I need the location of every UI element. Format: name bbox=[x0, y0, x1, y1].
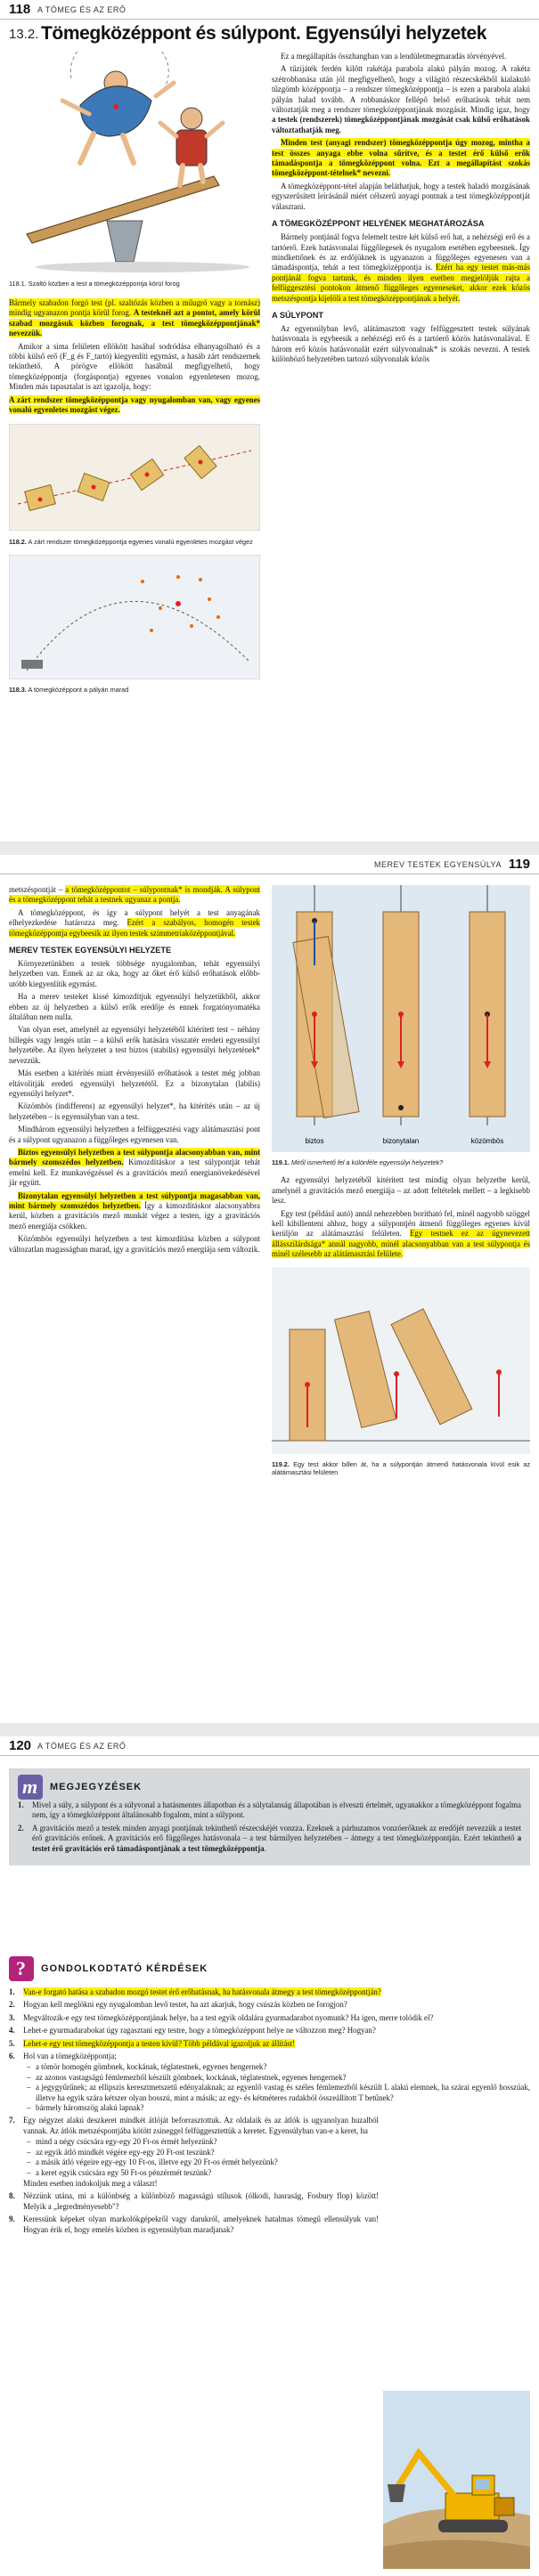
page-number: 120 bbox=[9, 1738, 32, 1753]
paragraph: Van olyan eset, amelynél az egyensúlyi helyzetéből kitérített test – néhány billegés vagy lengés után – a külső erők hatására visszatér eredeti egyensúlyi helyzetébe. Az ilyen helyzetet a test biztos (stabilis) egyensúlyi helyzetének* nevezzük. bbox=[9, 1025, 260, 1065]
fig-equilibrium-types bbox=[272, 885, 530, 1155]
fig-tipping-blocks bbox=[272, 1267, 530, 1457]
label-biztos: biztos bbox=[305, 1137, 324, 1145]
notes-title: MEGJEGYZÉSEK bbox=[50, 1782, 143, 1792]
page-120 bbox=[0, 1736, 539, 2576]
fig-caption: 119.2. Egy test akkor billen át, ha a súlypontján átmenő hatásvonala kívül esik az alátámasztási felületen bbox=[272, 1460, 531, 1477]
paragraph: Ha a merev testeket kissé kimozdítjuk egyensúlyi helyzetükből, akkor ebben az új helyzetben a külső erők eredője és ennek forgatónyomatéka általában nem nulla. bbox=[9, 992, 260, 1022]
subheading: A SÚLYPONT bbox=[272, 310, 324, 320]
paragraph: Az egyensúlyban levő, alátámasztott vagy felfüggesztett testek súlyának hatásvonala is egybeesik a nehézségi erő és a tartóerő közös hatásvonalával. E három erő közös hatásvonalát ezért súlyvonalnak* is szokás nevezni. A testek különböző helyzetében tartozó súlyvonalak közös bbox=[272, 323, 530, 364]
right-column bbox=[272, 52, 530, 368]
paragraph: A zárt rendszer tömegközéppontja vagy nyugalomban van, vagy egyenes vonalú egyenletes mozgást végez. bbox=[9, 394, 260, 415]
running-head bbox=[0, 0, 539, 20]
paragraph: Az egyensúlyi helyzetéből kitérített test mindig olyan helyzetbe kerül, amelynél a gravitációs mező energiája – az adott feltételek mellett – a legkisebb lesz. bbox=[272, 1175, 530, 1206]
list-item: 2. A gravitációs mező a testek minden anyagi pontjának tekinthető részecskéjét vonzza. Ezeknek a párhuzamos vonzóerőknek az eredőjét nevezzük a testet érő gravitációs erőnek. A gravitációs erő függőleges hatásvonala – a test bármilyen helyzetében – átmegy a test tömegközéppontján. Ezért tekinthető a testet érő gravitációs erő támadáspontjának a test tömegközéppontja. bbox=[18, 1823, 521, 1853]
fig-caption: 118.1. Szaltó közben a test a tömegközéppontja körül forog bbox=[9, 280, 180, 288]
page-118 bbox=[0, 0, 539, 841]
page-119 bbox=[0, 855, 539, 1723]
fig-somersault-illustration bbox=[9, 52, 260, 297]
label-kozombos: közömbös bbox=[470, 1137, 504, 1145]
notes-box bbox=[9, 1768, 530, 1865]
paragraph: Környezetünkben a testek többsége nyugalomban, tehát egyensúlyi helyzetben van. Ennek az az oka, hogy az őket érő külső erőhatások előbb-utóbb kiegyenlítik egymást. bbox=[9, 959, 260, 988]
list-item: 1. Mivel a súly, a súlypont és a súlyvonal a hatásmentes állapotban és a súlytalanság állapotában is elveszti értelmét, ugyanakkor a tömegközéppont fogalma nem, így a tömegközéppont általánosabb fogalom, mint a súlypont. bbox=[18, 1800, 521, 1820]
section-title: Tömegközéppont és súlypont. Egyensúlyi helyzetek bbox=[41, 23, 487, 44]
questions-title: GONDOLKODTATÓ KÉRDÉSEK bbox=[41, 1963, 208, 1974]
right-column bbox=[272, 885, 530, 1485]
fig-caption: 118.3. A tömegközéppont a pályán marad bbox=[9, 686, 129, 695]
list-item: 7. Egy négyzet alakú deszkeret mindkét átlóját beforrasztottuk. Az oldalaik és az átlók is ugyanolyan huzalból vannak. Az átlók metszéspontjába kötött zsineggel felfüggesztettük a keretet. Egyensúlyban van-e a keret, ha – mind a négy csúcsára egy-egy 20 Ft-os érmét helyezünk? – az egyik átló mindkét végére egy-egy 20 Ft-ost teszünk? – a másik átló végeire egy-egy 10 Ft-os, illetve egy 20 Ft-os érmét helyezünk? – a keret egyik csúcsára egy 50 Ft-os pénzérmét teszünk? Minden esetben indokoljuk meg a választ! bbox=[9, 2116, 530, 2189]
paragraph: Minden test (anyagi rendszer) tömegközéppontja úgy mozog, mintha a test összes anyaga ebbe volna sűrítve, és a testet érő külső erők támadáspontja a tömegközéppont volna. Ezt a megállapítást szokás tömegközéppont-tételnek* nevezni. bbox=[272, 138, 530, 178]
paragraph: Ez a megállapítás összhangban van a lendületmegmaradás törvényével. bbox=[281, 52, 507, 61]
notes-header bbox=[18, 1774, 521, 1800]
paragraph: Amikor a sima felületen ellökött hasábal sodródása elhanyagolható és a többi külső erő (F_g és F_tartó) kiegyenlíti egymást, a hasáb zárt rendszernek tekinthető. A pörögve ellökött hasábnál megfigyelhető, hogy tömegközéppontja (forgáspontja) egyenes vonalon egyenletesen mozog. Minden más tapasztalat is azt igazolja, hogy: bbox=[9, 341, 260, 392]
subheading: A TÖMEGKÖZÉPPONT HELYÉNEK MEGHATÁROZÁSA bbox=[272, 219, 485, 229]
fig-excavator bbox=[383, 2391, 530, 2569]
questions-box bbox=[9, 1955, 530, 2238]
paragraph: Biztos egyensúlyi helyzetben a test súlypontja alacsonyabban van, mint bármely szomszédos helyzetben. Kimozdításkor a test súlypontját tehát emelni kell. Ez munkavégzéssel és a gravitációs mező energianövekedésével jár együtt. bbox=[9, 1147, 260, 1188]
questions-header bbox=[9, 1955, 530, 1982]
list-item: 6. Hol van a tömegközéppontja; – a tömör homogén gömbnek, kockának, téglatestnek, egyenes hengernek? – az azonos vastagságú fémlemezből készült gömbnek, kockának, téglatestnek, egyenes hengernek? – a jegygyűrűnek; az ellipszis keresztmetszetű edényalaknak; az egyenlő vastag és széles fémlemezből készült L alakú elemnek, ha szárai egyenlő hosszúak, illetve ha egyik szára kétszer olyan hosszú, mint a másik; az egy- és kétméteres rudakból összeállított T betűnek? – bármely háromszög alakú lapnak? bbox=[9, 2052, 530, 2113]
list-item: 9. Keressünk képeket olyan markolókgépekről vagy darukról, amelyeknek hatalmas tömegű ellensúlyuk van! Hogyan érik el, hogy emelés közben is egyensúlyban maradjanak? bbox=[9, 2214, 379, 2234]
running-head-text: A TÖMEG ÉS AZ ERŐ bbox=[37, 5, 127, 14]
running-head bbox=[0, 1736, 539, 1756]
running-head-text: A TÖMEG ÉS AZ ERŐ bbox=[37, 1742, 127, 1751]
fig-caption: 118.2. A zárt rendszer tömegközéppontja egyenes vonalú egyenletes mozgást végez bbox=[9, 537, 253, 546]
sub-list: – mind a négy csúcsára egy-egy 20 Ft-os érmét helyezünk? – az egyik átló mindkét végére egy-egy 20 Ft-ost teszünk? – a másik átló végeire egy-egy 10 Ft-os, illetve egy 20 Ft-os érmét helyezünk? – a keret egyik csúcsára egy 50 Ft-os pénzérmét teszünk? bbox=[27, 2137, 379, 2178]
fig-hasab-path bbox=[9, 424, 260, 533]
paragraph: A tűzijáték ferdén kilőtt rakétája parabola alakú pályán mozog. A rakéta szétrobbanása után jól megfigyelhető, hogy a világító részecskékből kialakuló tűzgömb középpontja – a rendszer tömegközéppontja – is ezen a parabola alakú pályán halad tovább. A robbanáskor fellépő belső erőhatások tehát nem változtatják meg a rendszer tömegközéppontjának mozgását. Mindig igaz, hogy a testek (rendszerek) tömegközéppontjának mozgását csak külső erőhatások változtathatják meg. bbox=[272, 64, 530, 134]
list-item: 3. Megváltozik-e egy test tömegközéppontjának helye, ha a test egyik oldalára gyurmadarabot nyomunk? Ha igen, merre tolódik el? bbox=[9, 2012, 434, 2022]
paragraph: Bármely szabadon forgó test (pl. szaltózás közben a műugró vagy a tornász) mindig ugyanazon pontja körül forog. A testeknél azt a pontot, amely körül szabad mozgásuk közben forognak, a test tömegközéppontjának* nevezzük. bbox=[9, 298, 260, 338]
list-item: 1. Van-e forgató hatása a szabadon mozgó testet érő erőhatásnak, ha hatásvonala átmegy a test tömegközéppontján? bbox=[9, 1987, 381, 1996]
running-head bbox=[0, 855, 539, 874]
subheading: MEREV TESTEK EGYENSÚLYI HELYZETE bbox=[9, 946, 172, 955]
section-number: 13.2. bbox=[9, 27, 39, 42]
list-item: 5. Lehet-e egy test tömegközéppontja a testen kívül? Több példával igazoljuk az állítást! bbox=[9, 2038, 296, 2048]
left-column bbox=[9, 885, 260, 1257]
question-icon: ? bbox=[9, 1956, 34, 1981]
notes-list bbox=[18, 1800, 521, 1854]
paragraph: Bármely pontjánál fogva felemelt testre két külső erő hat, a nehézségi erő és a tartóerő. Ezek hatásvonalai függőlegesek és nyugalom esetében egybeesnek. Így mindkettőnek és az erdőjüknek is ugyanazon a függőleges egyenesen van a támadáspontja, tehát a test tömegközéppontja is. Ezért ha egy testet más-más pontjánál fogva tartunk, és minden ilyen esetben megjelöljük rajta a felfüggesztési pontokon átmenő függőleges egyeneseket, akkor ezek közös metszéspontja kijelöli a test tömegközéppontjának a helyét. bbox=[272, 232, 530, 303]
paragraph: Egy test (például autó) annál nehezebben borítható fel, minél nagyobb szöggel kell kibillenteni ahhoz, hogy a súlypontjén átmenő függőleges egyenes kívül kerüljön az alátámasztási felületen. Egy testnek ez az úgynevezett állásszilárdsága* annál nagyobb, minél alacsonyabban van a test súlypontja és minél szélesebb az alátámasztási felülete. bbox=[272, 1208, 530, 1259]
questions-list bbox=[9, 1987, 530, 2235]
page-number: 119 bbox=[508, 857, 530, 872]
left-column bbox=[9, 298, 260, 703]
list-item: 4. Lehet-e gyurmadarabokat úgy ragasztani egy testre, hogy a tömegközéppont helye ne változzon meg? Hogyan? bbox=[9, 2026, 376, 2036]
paragraph: A tömegközéppont-tétel alapján beláthatjuk, hogy a testek haladó mozgásának egyszerűsített leírásánál miért célszerű anyagi pontnak a test tömegközéppontját választani. bbox=[272, 181, 530, 211]
fig-rocket-path bbox=[9, 555, 260, 682]
paragraph: Más esetben a kitérítés miatt érvényesülő erőhatások a testet még jobban eltávolítják eredeti egyensúlyi helyzetétől. Ez a bizonytalan (labilis) egyensúlyi helyzet*. bbox=[9, 1069, 260, 1098]
paragraph: metszéspontját – a tömegközéppontot – súlypontnak* is mondják. A súlypont és a tömegközéppont tehát a testnek ugyanaz a pontja. bbox=[9, 885, 260, 905]
list-item: 8. Nézzünk utána, mi a különbség a különböző magasságú stílusok (ólkodi, hasraság, Fosbury flop) között! Melyik a „legredményesebb"? bbox=[9, 2191, 379, 2211]
notes-icon: m bbox=[18, 1775, 43, 1800]
label-bizonytalan: bizonytalan bbox=[382, 1137, 420, 1145]
list-item: 2. Hogyan kell meglökni egy nyugalomban levő testet, ha azt akarjuk, hogy csúszás közben ne forogjon? bbox=[9, 2000, 347, 2010]
sub-list: – a tömör homogén gömbnek, kockának, téglatestnek, egyenes hengernek? – az azonos vastagságú fémlemezből készült gömbnek, kockának, téglatestnek, egyenes hengernek? – a jegygyűrűnek; az ellipszis keresztmetszetű edényalaknak; az egyenlő vastag és széles fémlemezből készült L alakú elemnek, ha szárai egyenlő hosszúak, illetve ha egyik szára kétszer olyan hosszú, mint a másik; az egy- és kétméteres rudakból összeállított T betűnek? – bármely háromszög alakú lapnak? bbox=[27, 2062, 530, 2113]
paragraph: Bizonytalan egyensúlyi helyzetben a test súlypontja magasabban van, mint bármely szomszédos helyzetben. Így a kimozdításkor alacsonyabbra kerül, közben a gravitációs mező munkát végez a testen, így a gravitációs mező energiája csökken. bbox=[9, 1190, 260, 1231]
page-number: 118 bbox=[9, 2, 31, 17]
paragraph: Közömbös (indifferens) az egyensúlyi helyzet*, ha kitérítés után – az új helyzetében – is egyensúlyban van a test. bbox=[9, 1101, 260, 1121]
paragraph: Közömbös egyensúlyi helyzetben a test kimozdítása közben a súlypont változatlan magasságban marad, így a gravitációs mező energiája sem változik. bbox=[9, 1234, 260, 1254]
running-head-text: MEREV TESTEK EGYENSÚLYA bbox=[373, 860, 502, 869]
fig-caption: 119.1. Miről ismerhető fel a különféle egyensúlyi helyzetek? bbox=[272, 1158, 444, 1167]
paragraph: Mindhárom egyensúlyi helyzetben a felfüggesztési vagy alátámasztási pont és a súlypont ugyanazon a függőleges egyenesen van. bbox=[9, 1125, 260, 1144]
paragraph: A tömegközéppont, és így a súlypont helyét a test anyagának elhelyezkedése határozza meg. Ezért a szabályos, homogén testek tömegközéppontja egybeesik az ilyen testek szimmetriaközéppontjával. bbox=[9, 907, 260, 938]
